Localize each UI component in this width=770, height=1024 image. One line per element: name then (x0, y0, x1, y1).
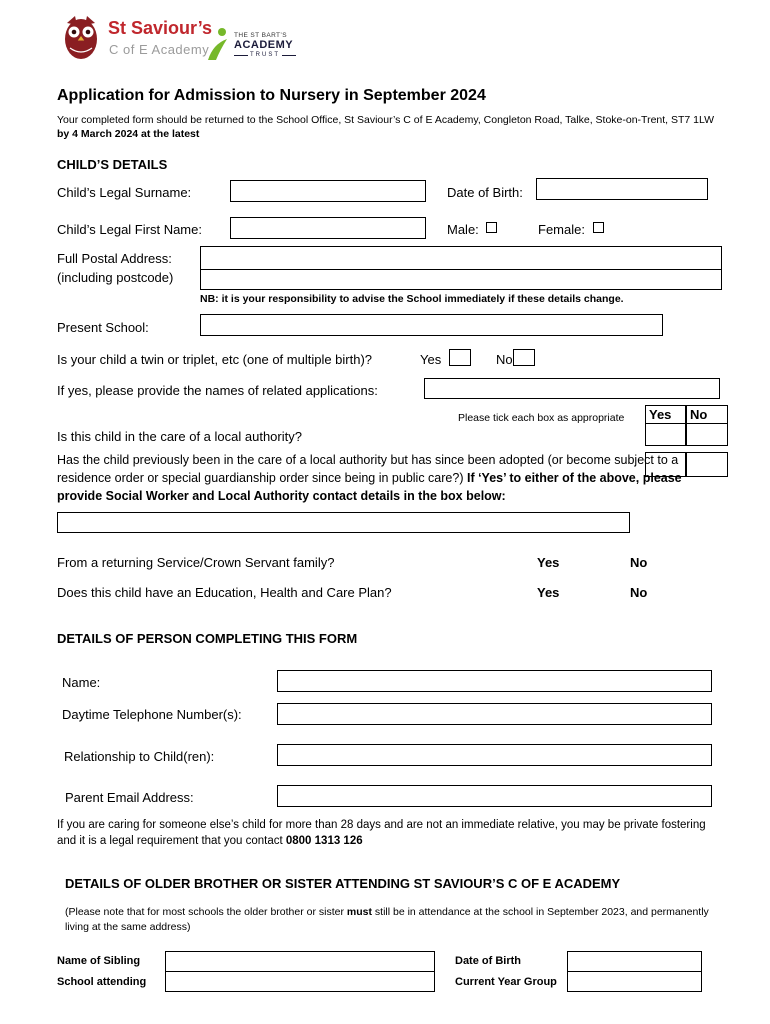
relationship-label: Relationship to Child(ren): (64, 749, 215, 764)
school-logo (62, 14, 102, 62)
surname-label: Child’s Legal Surname: (57, 185, 192, 200)
female-checkbox[interactable] (593, 222, 604, 233)
sibling-note-bold: must (346, 906, 372, 918)
intro-deadline: by 4 March 2024 at the latest (57, 128, 200, 141)
service-no-label: No (630, 555, 648, 570)
trust-logo (205, 26, 296, 62)
female-label: Female: (538, 222, 585, 237)
twin-no-checkbox[interactable] (513, 349, 535, 366)
adopted-instruction: If ‘Yes’ to either of the above, please provide Social Worker and Local Authority contact details in the box below: (57, 470, 682, 503)
sibling-note-pre: (Please note that for most schools the older brother or sister (65, 906, 344, 918)
care-no-cell[interactable] (686, 423, 728, 446)
nb-note: NB: it is your responsibility to advise the School immediately if these details change. (200, 293, 624, 305)
trust-divider-right (282, 55, 296, 56)
sibling-note (65, 905, 720, 934)
address-label-line2: (including postcode) (57, 270, 174, 285)
tick-note: Please tick each box as appropriate (458, 412, 625, 424)
phone-label: Daytime Telephone Number(s): (62, 707, 242, 722)
ehcp-no-label: No (630, 585, 648, 600)
sibling-name-input[interactable] (165, 951, 435, 972)
dob-label: Date of Birth: (447, 185, 523, 200)
present-school-label: Present School: (57, 320, 149, 335)
related-applications-label: If yes, please provide the names of related applications: (57, 383, 378, 398)
sibling-dob-label: Date of Birth (455, 955, 521, 967)
sibling-school-label: School attending (57, 976, 147, 988)
service-family-question: From a returning Service/Crown Servant family? (57, 555, 335, 570)
fostering-paragraph (57, 818, 717, 849)
sibling-year-label: Current Year Group (455, 976, 557, 988)
male-label: Male: (447, 222, 479, 237)
trust-name-top: THE ST BART’S (234, 32, 287, 39)
trust-divider-left (234, 55, 248, 56)
trust-name-bottom-row (234, 52, 296, 58)
trust-name-mid: ACADEMY (234, 39, 294, 51)
care-yes-cell[interactable] (645, 423, 686, 446)
section-child-details: CHILD’S DETAILS (57, 157, 168, 172)
sibling-dob-input[interactable] (567, 951, 702, 972)
twin-question: Is your child a twin or triplet, etc (one of multiple birth)? (57, 352, 373, 367)
trust-name-bottom: TRUST (250, 52, 280, 58)
address-box-divider (201, 269, 721, 270)
surname-input[interactable] (230, 180, 426, 202)
sibling-year-input[interactable] (567, 971, 702, 992)
firstname-label: Child’s Legal First Name: (57, 222, 202, 237)
twin-yes-label: Yes (420, 352, 442, 367)
tick-table-yes-header: Yes (645, 405, 686, 424)
page-title: Application for Admission to Nursery in September 2024 (57, 87, 486, 104)
present-school-input[interactable] (200, 314, 663, 336)
trust-figure-icon (205, 26, 231, 62)
sibling-name-label: Name of Sibling (57, 955, 141, 967)
adopted-question-paragraph (57, 452, 697, 505)
fostering-text: If you are caring for someone else’s child for more than 28 days and are not an immediate relative, you may be private fostering and it is a legal requirement that you contact (57, 819, 706, 847)
email-input[interactable] (277, 785, 712, 807)
twin-no-label: No (496, 352, 513, 367)
firstname-input[interactable] (230, 217, 426, 239)
adopted-question: Has the child previously been in the care of a local authority but has since been adopted (or become subject to a residence order or special guardianship order since being in public care?) (57, 453, 679, 485)
service-yes-label: Yes (537, 555, 560, 570)
email-label: Parent Email Address: (65, 790, 194, 805)
twin-yes-checkbox[interactable] (449, 349, 471, 366)
related-applications-input[interactable] (424, 378, 720, 399)
address-label-line1: Full Postal Address: (57, 251, 172, 266)
fostering-phone: 0800 1313 126 (285, 834, 363, 847)
social-worker-details-input[interactable] (57, 512, 630, 533)
dob-input[interactable] (536, 178, 708, 200)
ehcp-question: Does this child have an Education, Health and Care Plan? (57, 585, 392, 600)
sibling-note-post: still be in attendance at the school in September 2023, and permanently living at the same address) (65, 906, 709, 933)
owl-icon (62, 14, 100, 60)
section-sibling-details: DETAILS OF OLDER BROTHER OR SISTER ATTENDING ST SAVIOUR’S C OF E ACADEMY (65, 876, 621, 891)
address-input[interactable] (200, 246, 722, 290)
intro-text: Your completed form should be returned to the School Office, St Saviour’s C of E Academy, Congleton Road, Talke, Stoke-on-Trent, ST7 1LW (57, 114, 714, 126)
intro-paragraph (57, 113, 749, 141)
school-name: St Saviour’s (108, 18, 213, 38)
section-person-details: DETAILS OF PERSON COMPLETING THIS FORM (57, 631, 358, 646)
phone-input[interactable] (277, 703, 712, 725)
sibling-school-input[interactable] (165, 971, 435, 992)
care-question: Is this child in the care of a local authority? (57, 429, 302, 444)
ehcp-yes-label: Yes (537, 585, 560, 600)
tick-table-no-header: No (686, 405, 728, 424)
relationship-input[interactable] (277, 744, 712, 766)
school-type-label: C of E Academy (109, 42, 210, 57)
person-name-input[interactable] (277, 670, 712, 692)
male-checkbox[interactable] (486, 222, 497, 233)
person-name-label: Name: (62, 675, 101, 690)
